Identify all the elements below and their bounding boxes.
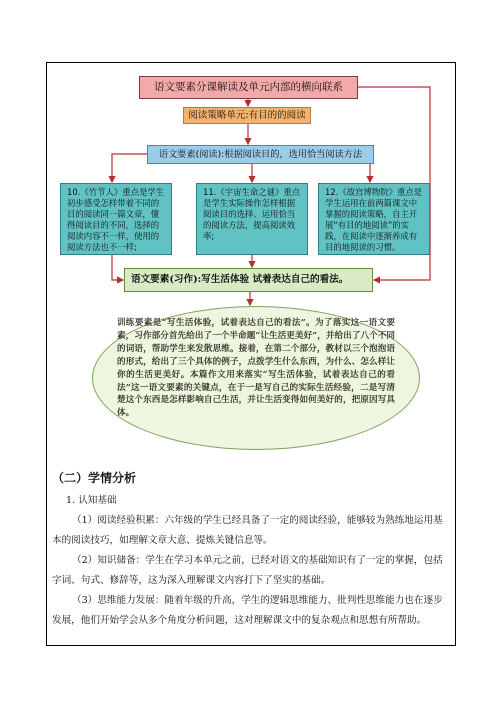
paragraph-reading-experience: （1）阅读经验积累：六年级的学生已经具备了一定的阅读经验，能够较为熟练地运用基本的阅读技巧，如理解文章大意、提炼关键信息等。 [52,515,443,546]
diagram-title: 语文要素分课解读及单元内部的横向联系 [139,76,358,99]
lesson-10-box: 10.《竹节人》重点是学生初步感受怎样带着不同的目的阅读同一篇文章，懂得阅读目的不同，选择的阅读内容不一样，使用的阅读方法也不一样; [60,183,172,255]
lesson-12-box: 12.《故宫博物院》重点是学生运用在前两篇课文中掌握的阅读策略，自主开展“有目的地阅读”的实践，在阅读中逐渐养成有目的地阅读的习惯。 [318,183,430,255]
subsection-heading: 1. 认知基础 [66,495,117,506]
training-ellipse-text: 训练要素是“写生活体验，试着表达自己的看法”。为了落实这一语文要素，习作部分首先给出了一个半命题“让生活更美好”，并给出了八个不同的词语，帮助学生来发散思维。接着，在第二个部分，教材以三个泡泡语的形式，给出了三个具体的例子，点拨学生什么东西，为什么、怎么样让你的生活更美好。本篇作文用来落实“写生活体验，试着表达自己的看法”这一语文要素的关键点，在于一是写自己的实际生活经验，二是写清楚这个东西是怎样影响自己生活，并让生活变得如何美好的，把原因写具体。 [117,318,395,419]
writing-requirement-box: 语文要素(习作):写生活体验 试着表达自己的看法。 [124,268,373,292]
reading-requirement-box: 语文要素(阅读):根据阅读目的，选用恰当阅读方法 [147,145,374,164]
paragraph-knowledge-reserve: （2）知识储备：学生在学习本单元之前，已经对语文的基础知识有了一定的掌握，包括字词、句式、修辞等，这为深入理解课文内容打下了坚实的基础。 [52,555,443,586]
unit-strategy-box: 阅读策略单元:有目的的阅读 [183,107,311,124]
section-title: （二）学情分析 [52,471,137,485]
paragraph-thinking-ability: （3）思维能力发展：随着年级的升高，学生的逻辑思维能力、批判性思维能力也在逐步发展，他们开始学会从多个角度分析问题，这对理解课文中的复杂观点和思想有所帮助。 [52,595,443,626]
lesson-11-box: 11.《宇宙生命之谜》重点是学生实际操作怎样根据阅读目的选择、运用恰当的阅读方法，提高阅读效率; [196,183,308,255]
